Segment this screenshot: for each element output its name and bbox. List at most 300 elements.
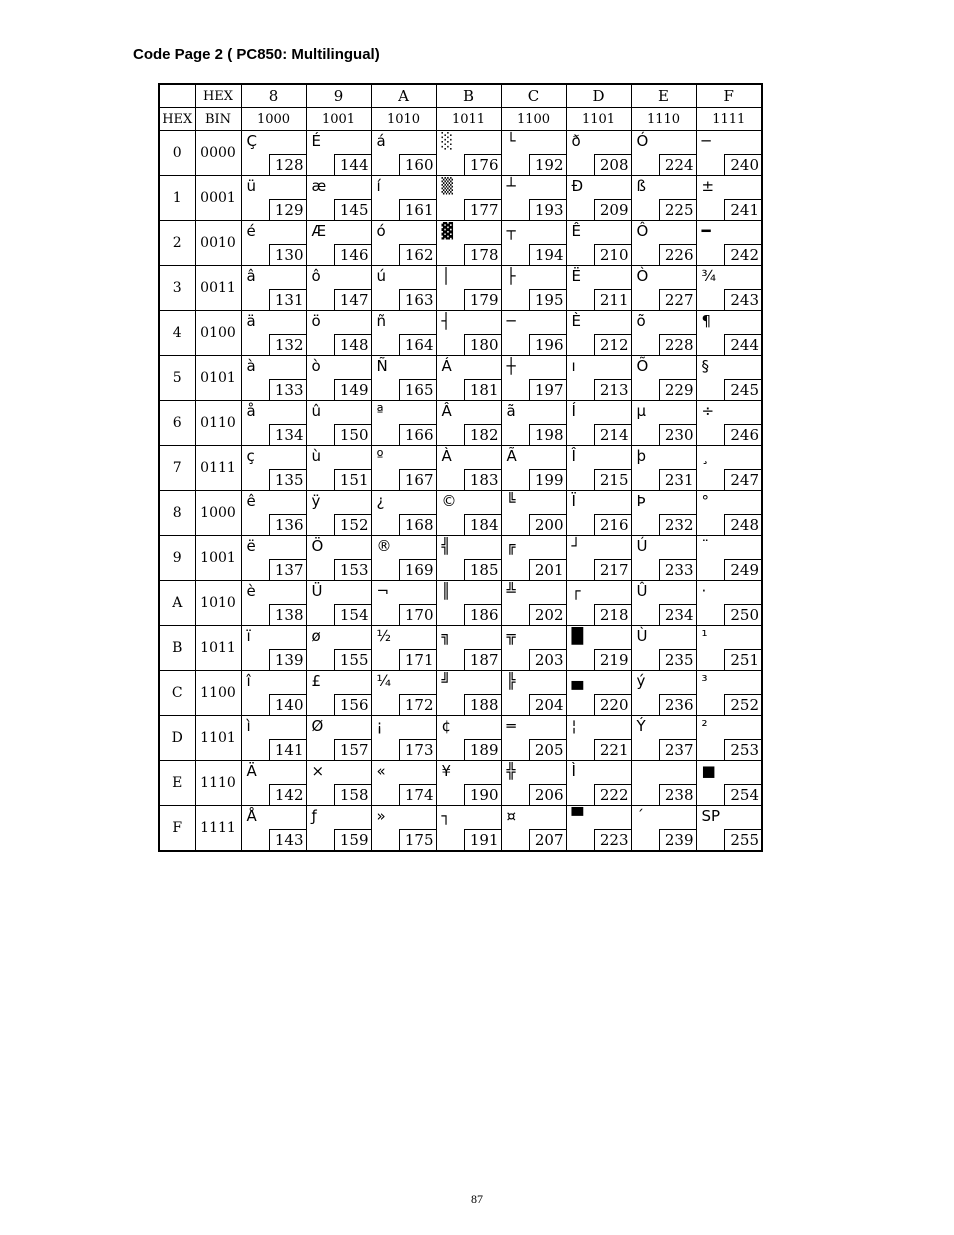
char-glyph: Ï	[571, 492, 576, 510]
char-code: 221	[594, 739, 631, 760]
char-cell	[371, 446, 436, 491]
char-glyph: ┴	[506, 177, 516, 195]
column-bin: 1100	[501, 108, 566, 131]
page-title: Code Page 2 ( PC850: Multilingual)	[133, 46, 380, 63]
char-code: 140	[269, 694, 306, 715]
char-glyph: ¼	[376, 672, 392, 690]
row-bin: 0011	[195, 266, 241, 311]
row-bin: 0010	[195, 221, 241, 266]
char-cell	[501, 491, 566, 536]
char-cell	[436, 761, 501, 806]
char-cell	[371, 806, 436, 852]
char-cell	[371, 221, 436, 266]
table-row	[159, 716, 762, 761]
char-glyph: «	[376, 762, 386, 780]
char-code: 151	[334, 469, 371, 490]
char-glyph: ´	[636, 807, 644, 825]
char-glyph: ø	[311, 627, 321, 645]
char-code: 254	[724, 784, 761, 805]
table-row	[159, 626, 762, 671]
char-glyph: Ù	[636, 627, 648, 645]
char-code: 198	[529, 424, 566, 445]
char-cell	[631, 536, 696, 581]
char-glyph: ©	[441, 492, 457, 510]
char-glyph: º	[376, 447, 384, 465]
char-glyph: Ñ	[376, 357, 388, 375]
char-cell	[436, 581, 501, 626]
char-glyph: Ë	[571, 267, 581, 285]
char-code: 187	[464, 649, 501, 670]
char-cell	[241, 221, 306, 266]
column-bin: 1000	[241, 108, 306, 131]
char-code: 241	[724, 199, 761, 220]
char-cell	[306, 671, 371, 716]
char-glyph: ╔	[506, 537, 516, 555]
char-cell	[696, 716, 762, 761]
header-corner	[159, 84, 195, 108]
header-row-bin	[159, 108, 762, 131]
char-code: 207	[529, 829, 566, 850]
char-code: 216	[594, 514, 631, 535]
char-cell	[241, 356, 306, 401]
char-glyph: ┤	[441, 312, 451, 330]
char-glyph: ÿ	[311, 492, 321, 510]
char-code: 205	[529, 739, 566, 760]
char-code: 129	[269, 199, 306, 220]
char-cell	[436, 806, 501, 852]
char-code: 230	[659, 424, 696, 445]
char-glyph: ð	[571, 132, 581, 150]
char-code: 175	[399, 829, 436, 850]
char-glyph: Í	[571, 402, 576, 420]
char-code: 167	[399, 469, 436, 490]
char-code: 135	[269, 469, 306, 490]
column-bin: 1011	[436, 108, 501, 131]
char-code: 146	[334, 244, 371, 265]
char-code: 137	[269, 559, 306, 580]
char-code: 210	[594, 244, 631, 265]
char-glyph: ╝	[441, 672, 451, 690]
char-cell	[566, 716, 631, 761]
char-glyph: ƒ	[311, 807, 317, 825]
char-code: 206	[529, 784, 566, 805]
char-glyph: ç	[246, 447, 255, 465]
row-hex: D	[159, 716, 195, 761]
char-glyph: ■	[701, 762, 716, 780]
char-code: 211	[594, 289, 631, 310]
char-code: 158	[334, 784, 371, 805]
char-glyph: ─	[506, 312, 516, 330]
char-code: 139	[269, 649, 306, 670]
char-code: 145	[334, 199, 371, 220]
char-cell	[306, 491, 371, 536]
char-code: 247	[724, 469, 761, 490]
char-glyph: é	[246, 222, 256, 240]
char-code: 133	[269, 379, 306, 400]
char-code: 148	[334, 334, 371, 355]
char-code: 165	[399, 379, 436, 400]
char-glyph: Î	[571, 447, 576, 465]
char-cell	[696, 221, 762, 266]
char-code: 245	[724, 379, 761, 400]
char-code: 172	[399, 694, 436, 715]
char-code: 174	[399, 784, 436, 805]
char-code: 209	[594, 199, 631, 220]
char-cell	[306, 581, 371, 626]
char-cell	[501, 266, 566, 311]
char-cell	[631, 311, 696, 356]
char-cell	[501, 626, 566, 671]
char-code: 180	[464, 334, 501, 355]
char-glyph: ╬	[506, 762, 516, 780]
char-code: 188	[464, 694, 501, 715]
char-cell	[436, 266, 501, 311]
char-cell	[566, 266, 631, 311]
char-cell	[241, 176, 306, 221]
char-glyph: ╦	[506, 627, 516, 645]
char-code: 176	[464, 154, 501, 175]
char-cell	[371, 761, 436, 806]
char-code: 192	[529, 154, 566, 175]
row-bin: 1010	[195, 581, 241, 626]
char-cell	[696, 176, 762, 221]
char-cell	[631, 671, 696, 716]
column-hex: F	[696, 84, 762, 108]
char-cell	[371, 671, 436, 716]
char-cell	[501, 536, 566, 581]
char-cell	[306, 221, 371, 266]
char-code: 164	[399, 334, 436, 355]
char-code: 229	[659, 379, 696, 400]
char-code: 202	[529, 604, 566, 625]
char-cell	[436, 626, 501, 671]
char-glyph: Á	[441, 357, 452, 375]
char-glyph: ì	[246, 717, 251, 735]
char-cell	[501, 806, 566, 852]
char-glyph: ³	[701, 672, 708, 690]
char-glyph: Ó	[636, 132, 649, 150]
char-glyph: ñ	[376, 312, 387, 330]
char-cell	[696, 446, 762, 491]
char-glyph: ó	[376, 222, 386, 240]
char-glyph: ÷	[701, 402, 715, 420]
char-cell	[501, 356, 566, 401]
char-code: 255	[724, 829, 761, 850]
char-cell	[306, 536, 371, 581]
char-cell	[631, 806, 696, 852]
char-code: 243	[724, 289, 761, 310]
char-glyph: ━	[701, 222, 711, 240]
char-code: 183	[464, 469, 501, 490]
char-glyph: ¬	[376, 582, 390, 600]
char-cell	[566, 671, 631, 716]
char-code: 215	[594, 469, 631, 490]
char-glyph: Ç	[246, 132, 257, 150]
char-glyph: ¶	[701, 312, 712, 330]
char-code: 233	[659, 559, 696, 580]
char-code: 218	[594, 604, 631, 625]
row-bin: 1011	[195, 626, 241, 671]
char-cell	[241, 806, 306, 852]
table-row	[159, 491, 762, 536]
char-cell	[306, 716, 371, 761]
table-row	[159, 356, 762, 401]
char-cell	[696, 131, 762, 176]
char-code: 204	[529, 694, 566, 715]
char-cell	[241, 131, 306, 176]
char-cell	[306, 176, 371, 221]
char-code: 163	[399, 289, 436, 310]
char-glyph: ─	[701, 132, 711, 150]
char-glyph: à	[246, 357, 256, 375]
char-cell	[306, 761, 371, 806]
char-code: 214	[594, 424, 631, 445]
char-code: 134	[269, 424, 306, 445]
row-hex: 5	[159, 356, 195, 401]
char-cell	[306, 401, 371, 446]
char-glyph: ╗	[441, 627, 451, 645]
row-hex: 8	[159, 491, 195, 536]
char-cell	[566, 131, 631, 176]
char-code: 248	[724, 514, 761, 535]
char-cell	[306, 446, 371, 491]
char-glyph: þ	[636, 447, 647, 465]
char-code: 232	[659, 514, 696, 535]
char-cell	[566, 491, 631, 536]
char-cell	[631, 716, 696, 761]
table-row	[159, 311, 762, 356]
char-code: 143	[269, 829, 306, 850]
char-glyph: ü	[246, 177, 257, 195]
char-glyph: ╚	[506, 492, 516, 510]
char-code: 138	[269, 604, 306, 625]
char-code: 253	[724, 739, 761, 760]
row-bin: 0110	[195, 401, 241, 446]
char-glyph: ║	[441, 582, 451, 600]
table-body	[159, 131, 762, 852]
char-code: 239	[659, 829, 696, 850]
char-glyph: Ø	[311, 717, 324, 735]
char-glyph: ª	[376, 402, 384, 420]
char-glyph: Â	[441, 402, 452, 420]
char-cell	[566, 626, 631, 671]
column-hex: D	[566, 84, 631, 108]
char-glyph: ¨	[701, 537, 709, 555]
char-glyph: æ	[311, 177, 327, 195]
char-code: 149	[334, 379, 371, 400]
char-glyph: ê	[246, 492, 256, 510]
char-cell	[241, 311, 306, 356]
char-cell	[371, 311, 436, 356]
row-hex: 6	[159, 401, 195, 446]
char-cell	[566, 311, 631, 356]
char-code: 246	[724, 424, 761, 445]
char-cell	[696, 311, 762, 356]
char-glyph: á	[376, 132, 386, 150]
char-code: 208	[594, 154, 631, 175]
column-bin: 1101	[566, 108, 631, 131]
column-hex: B	[436, 84, 501, 108]
header-bin-label: BIN	[195, 108, 241, 131]
char-code: 238	[659, 784, 696, 805]
char-cell	[696, 491, 762, 536]
row-bin: 1101	[195, 716, 241, 761]
char-cell	[696, 356, 762, 401]
char-cell	[501, 311, 566, 356]
char-glyph: µ	[636, 402, 647, 420]
row-bin: 0100	[195, 311, 241, 356]
char-cell	[631, 221, 696, 266]
char-code: 219	[594, 649, 631, 670]
char-glyph: Ú	[636, 537, 648, 555]
char-code: 169	[399, 559, 436, 580]
char-cell	[566, 536, 631, 581]
char-glyph: █	[571, 627, 584, 645]
char-glyph: Ü	[311, 582, 323, 600]
char-cell	[501, 131, 566, 176]
char-code: 249	[724, 559, 761, 580]
char-cell	[241, 266, 306, 311]
char-cell	[371, 581, 436, 626]
char-code: 177	[464, 199, 501, 220]
char-cell	[501, 581, 566, 626]
row-hex: C	[159, 671, 195, 716]
char-code: 250	[724, 604, 761, 625]
char-cell	[371, 176, 436, 221]
char-cell	[371, 491, 436, 536]
table-row	[159, 761, 762, 806]
table-row	[159, 401, 762, 446]
char-code: 152	[334, 514, 371, 535]
row-bin: 1100	[195, 671, 241, 716]
table-row	[159, 266, 762, 311]
row-hex: A	[159, 581, 195, 626]
char-cell	[501, 671, 566, 716]
char-glyph: Æ	[311, 222, 327, 240]
char-cell	[436, 221, 501, 266]
column-hex: E	[631, 84, 696, 108]
char-cell	[631, 176, 696, 221]
code-page-table	[158, 83, 763, 852]
char-glyph: SP	[701, 807, 721, 825]
char-cell	[436, 491, 501, 536]
table-row	[159, 131, 762, 176]
table-row	[159, 806, 762, 852]
char-code: 182	[464, 424, 501, 445]
char-glyph: Ä	[246, 762, 257, 780]
char-glyph: Þ	[636, 492, 646, 510]
char-cell	[631, 626, 696, 671]
char-code: 201	[529, 559, 566, 580]
table-row	[159, 671, 762, 716]
char-code: 234	[659, 604, 696, 625]
char-cell	[241, 761, 306, 806]
char-cell	[566, 581, 631, 626]
char-code: 154	[334, 604, 371, 625]
char-code: 251	[724, 649, 761, 670]
char-glyph: ô	[311, 267, 321, 285]
char-cell	[436, 131, 501, 176]
char-code: 222	[594, 784, 631, 805]
char-glyph: î	[246, 672, 251, 690]
char-glyph: Ã	[506, 447, 517, 465]
char-glyph: õ	[636, 312, 646, 330]
char-cell	[566, 806, 631, 852]
char-glyph: ·	[701, 582, 707, 600]
char-glyph: ▀	[571, 807, 584, 825]
row-hex: 7	[159, 446, 195, 491]
char-code: 171	[399, 649, 436, 670]
header-hex-label: HEX	[195, 84, 241, 108]
char-cell	[631, 491, 696, 536]
char-glyph: ├	[506, 267, 516, 285]
char-glyph: É	[311, 132, 321, 150]
char-cell	[696, 581, 762, 626]
char-glyph: ▄	[571, 672, 584, 690]
char-code: 227	[659, 289, 696, 310]
char-code: 156	[334, 694, 371, 715]
char-code: 155	[334, 649, 371, 670]
page-number: 87	[471, 1192, 483, 1206]
char-glyph: ß	[636, 177, 646, 195]
row-hex: B	[159, 626, 195, 671]
char-cell	[306, 626, 371, 671]
char-glyph: ┌	[571, 582, 581, 600]
char-glyph: È	[571, 312, 581, 330]
char-glyph: Ð	[571, 177, 584, 195]
char-code: 191	[464, 829, 501, 850]
char-code: 144	[334, 154, 371, 175]
char-code: 142	[269, 784, 306, 805]
char-glyph: °	[701, 492, 709, 510]
char-glyph: ╣	[441, 537, 451, 555]
char-code: 157	[334, 739, 371, 760]
char-code: 231	[659, 469, 696, 490]
char-glyph: Û	[636, 582, 648, 600]
char-cell	[631, 131, 696, 176]
char-cell	[436, 671, 501, 716]
char-glyph: └	[506, 132, 516, 150]
char-glyph: ¿	[376, 492, 385, 510]
char-code: 166	[399, 424, 436, 445]
char-cell	[306, 806, 371, 852]
char-cell	[306, 266, 371, 311]
char-code: 186	[464, 604, 501, 625]
char-code: 194	[529, 244, 566, 265]
char-glyph: Å	[246, 807, 257, 825]
char-cell	[241, 581, 306, 626]
row-hex: E	[159, 761, 195, 806]
char-glyph: ½	[376, 627, 392, 645]
char-cell	[696, 626, 762, 671]
char-cell	[631, 356, 696, 401]
char-glyph: £	[311, 672, 322, 690]
char-cell	[436, 356, 501, 401]
char-cell	[501, 401, 566, 446]
char-cell	[436, 716, 501, 761]
row-hex: 3	[159, 266, 195, 311]
char-glyph: ı	[571, 357, 576, 375]
char-glyph: ¦	[571, 717, 577, 735]
char-cell	[501, 176, 566, 221]
char-cell	[696, 806, 762, 852]
char-code: 178	[464, 244, 501, 265]
table-row	[159, 581, 762, 626]
char-code: 190	[464, 784, 501, 805]
char-code: 242	[724, 244, 761, 265]
row-bin: 0001	[195, 176, 241, 221]
row-bin: 0101	[195, 356, 241, 401]
